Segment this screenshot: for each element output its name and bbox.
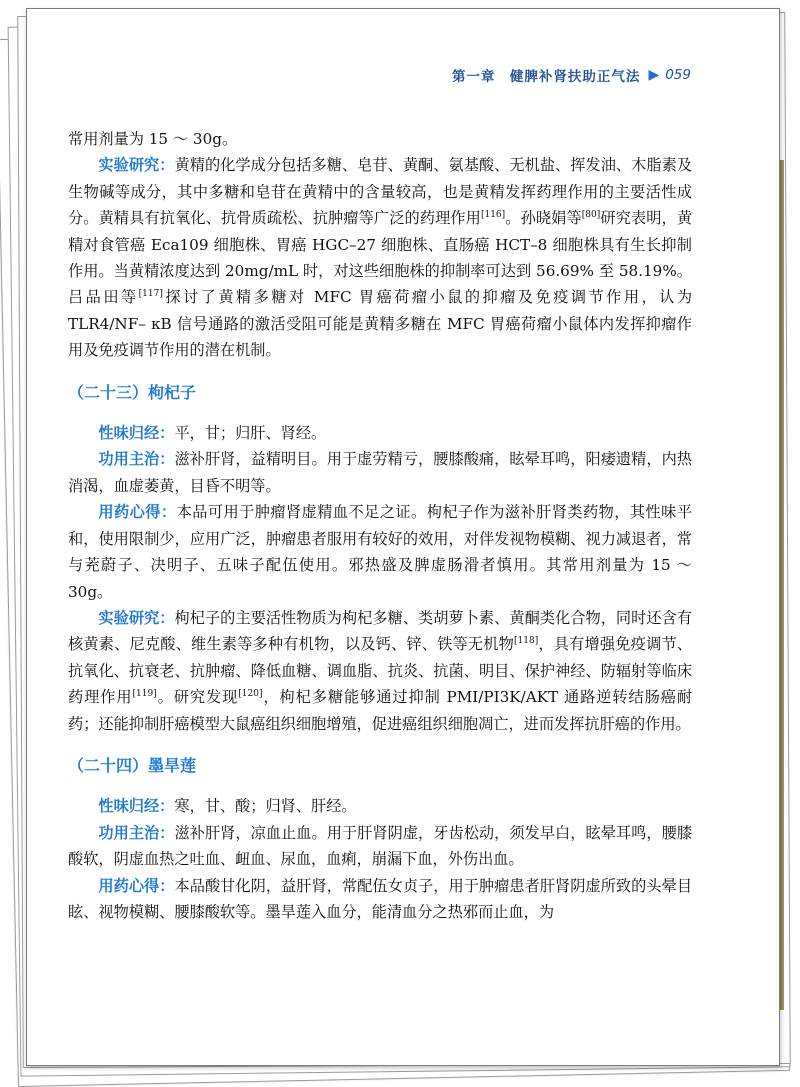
paragraph-text: 滋补肝肾，益精明目。用于虚劳精亏，腰膝酸痛，眩晕耳鸣，阳痿遗精，内热消渴，血虚萎黄，目昏不明等。 xyxy=(68,450,693,495)
paragraph-experimental-huangjing xyxy=(68,152,692,363)
paragraph xyxy=(68,126,692,152)
paragraph-text: 本品酸甘化阴，益肝肾，常配伍女贞子，用于肿瘤患者肝肾阴虚所致的头晕目眩、视物模糊、腰膝酸软等。墨旱莲入血分，能清血分之热邪而止血，为 xyxy=(68,876,693,921)
citation: [119] xyxy=(132,689,157,700)
label-usage-notes: 用药心得： xyxy=(98,876,175,895)
chapter-title: 第一章 健脾补肾扶助正气法 xyxy=(451,69,641,85)
paragraph-usage-notes xyxy=(68,873,692,926)
paragraph-function xyxy=(68,446,692,499)
triangle-marker-icon: ▶ xyxy=(648,67,660,83)
paragraph-text: ，枸杞多糖能够通过抑制 PMI/PI3K/AKT 通路逆转结肠癌耐药；还能抑制肝癌模型大鼠癌组织细胞增殖，促进癌组织细胞凋亡，进而发挥抗肝癌的作用。 xyxy=(68,688,693,733)
label-experimental: 实验研究： xyxy=(98,608,175,627)
citation: [116] xyxy=(480,210,506,221)
citation: [80] xyxy=(581,210,601,221)
paragraph-text: 平，甘；归肝、肾经。 xyxy=(174,424,327,443)
label-property: 性味归经： xyxy=(98,424,175,443)
paragraph-text: 枸杞子的主要活性物质为枸杞多糖、类胡萝卜素、黄酮类化合物，同时还含有核黄素、尼克酸、维生素等多种有机物，以及钙、锌、铁等无机物 xyxy=(68,608,693,654)
paragraph-text: 。研究发现 xyxy=(156,688,239,707)
paragraph-property xyxy=(68,793,692,819)
paragraph-text: 常用剂量为 15 ～ 30g。 xyxy=(68,130,238,148)
paragraph-text: 。孙晓娟等 xyxy=(505,209,582,228)
paragraph-text: 滋补肝肾，凉血止血。用于肝肾阴虚，牙齿松动，须发早白，眩晕耳鸣，腰膝酸软，阴虚血热之吐血、衄血、尿血，血痢，崩漏下血，外伤出血。 xyxy=(68,823,693,869)
paragraph-text: 探讨了黄精多糖对 MFC 胃癌荷瘤小鼠的抑瘤及免疫调节作用，认为 TLR4/NF– κB 信号通路的激活受阻可能是黄精多糖在 MFC 胃癌荷瘤小鼠体内发挥抑瘤作用及免疫调节作用的潜在机制。 xyxy=(68,288,693,360)
page-body xyxy=(68,126,692,925)
label-usage-notes: 用药心得： xyxy=(98,503,177,522)
citation: [117] xyxy=(138,289,163,300)
label-function: 功用主治： xyxy=(98,450,175,469)
label-property: 性味归经： xyxy=(98,797,175,816)
paragraph-text: 研究表明，黄精对食管癌 Eca109 细胞株、胃癌 HGC–27 细胞株、直肠癌 HCT–8 细胞株具有生长抑制作用。当黄精浓度达到 20mg/mL 时，对这些细胞株的抑制率可达到 56.69% 至 58.19%。吕品田等 xyxy=(68,209,693,307)
label-function: 功用主治： xyxy=(98,823,175,842)
paragraph-function xyxy=(68,820,692,873)
paragraph-text: ，具有增强免疫调节、抗氧化、抗衰老、抗肿瘤、降低血糖、调血脂、抗炎、抗菌、明目、保护神经、防辐射等临床药理作用 xyxy=(68,635,693,707)
paragraph-usage-notes xyxy=(68,499,692,605)
paragraph-property xyxy=(68,420,692,446)
paragraph-text: 寒，甘、酸；归肾、肝经。 xyxy=(174,797,357,816)
page-number: 059 xyxy=(665,67,691,83)
running-header xyxy=(27,61,779,89)
label-experimental: 实验研究： xyxy=(98,156,175,175)
citation: [120] xyxy=(238,689,263,700)
paragraph-experimental-gouqizi xyxy=(68,605,692,737)
paragraph-text: 本品可用于肿瘤肾虚精血不足之证。枸杞子作为滋补肝肾类药物，其性味平和，使用限制少，应用广泛，肿瘤患者服用有较好的效用，对伴发视物模糊、视力减退者，常与茺蔚子、决明子、五味子配伍使用。邪热盛及脾虚肠滑者慎用。其常用剂量为 15 ～ 30g。 xyxy=(68,503,693,601)
paragraph-text: 黄精的化学成分包括多糖、皂苷、黄酮、氨基酸、无机盐、挥发油、木脂素及生物碱等成分，其中多糖和皂苷在黄精中的含量较高，也是黄精发挥药理作用的主要活性成分。黄精具有抗氧化、抗骨质疏松、抗肿瘤等广泛的药理作用 xyxy=(68,156,693,228)
citation: [118] xyxy=(514,636,539,647)
section-title-mohanlian: （二十四）墨旱莲 xyxy=(68,755,197,775)
section-title-gouqizi: （二十三）枸杞子 xyxy=(68,382,197,402)
